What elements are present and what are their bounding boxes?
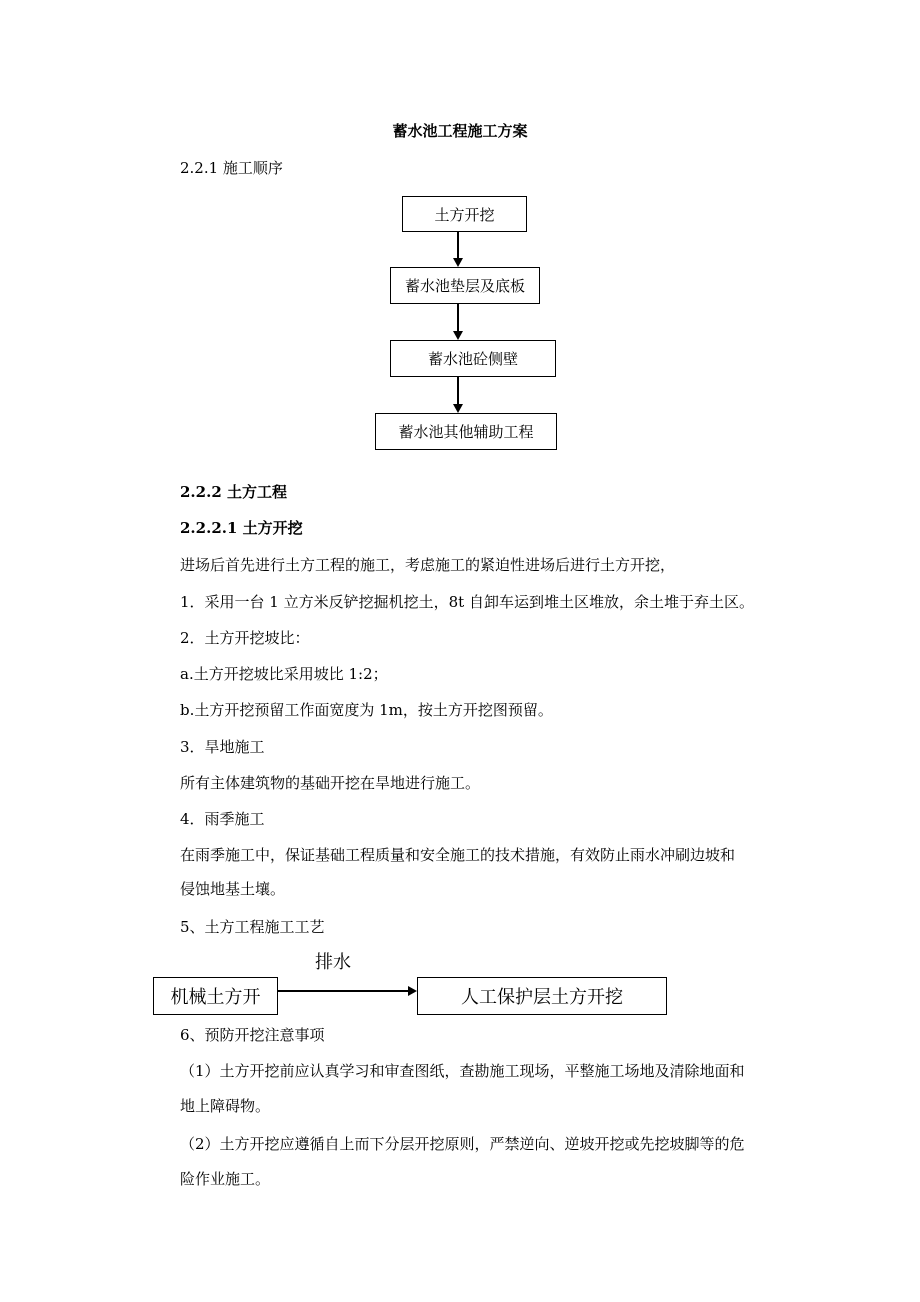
paragraph: 2．土方开挖坡比：: [180, 629, 310, 647]
paragraph: 侵蚀地基土壤。: [180, 880, 286, 898]
flow-arrowhead-1: [453, 258, 463, 267]
paragraph: b.土方开挖预留工作面宽度为 1m，按土方开挖图预留。: [180, 701, 553, 719]
paragraph: 进场后首先进行土方工程的施工，考虑施工的紧迫性进场后进行土方开挖，: [180, 556, 676, 574]
flow-arrowhead-3: [453, 404, 463, 413]
paragraph: 4．雨季施工: [180, 810, 265, 828]
paragraph: 所有主体建筑物的基础开挖在旱地进行施工。: [180, 774, 481, 792]
paragraph: 地上障碍物。: [180, 1097, 271, 1115]
paragraph: 1．采用一台 1 立方米反铲挖掘机挖土，8t 自卸车运到堆土区堆放，余土堆于弃土区。: [180, 593, 754, 611]
paragraph: 险作业施工。: [180, 1170, 271, 1188]
flow-step-3: 蓄水池砼侧壁: [390, 340, 556, 377]
flow-connector-3: [457, 377, 459, 405]
flow-step-1: 土方开挖: [402, 196, 527, 232]
process-arrowhead: [408, 986, 417, 996]
process-box-right: 人工保护层土方开挖: [417, 977, 667, 1015]
process-box-left: 机械土方开: [153, 977, 278, 1015]
paragraph: 3．旱地施工: [180, 738, 265, 756]
section-heading-2-2-2: 2.2.2 土方工程: [180, 483, 287, 501]
paragraph: a.土方开挖坡比采用坡比 1:2；: [180, 665, 388, 683]
page-title: 蓄水池工程施工方案: [392, 122, 528, 140]
process-arrow-label: 排水: [315, 952, 351, 973]
flow-step-2: 蓄水池垫层及底板: [390, 267, 540, 304]
paragraph: （2）土方开挖应遵循自上而下分层开挖原则，严禁逆向、逆坡开挖或先挖坡脚等的危: [180, 1135, 745, 1153]
paragraph: 5、土方工程施工工艺: [180, 918, 325, 936]
section-heading-2-2-2-1: 2.2.2.1 土方开挖: [180, 519, 303, 537]
flow-connector-1: [457, 232, 459, 259]
process-arrow-line: [278, 990, 409, 992]
section-heading-2-2-1: 2.2.1 施工顺序: [180, 159, 283, 177]
flow-connector-2: [457, 304, 459, 332]
paragraph: 在雨季施工中，保证基础工程质量和安全施工的技术措施，有效防止雨水冲刷边坡和: [180, 846, 736, 864]
paragraph: 6、预防开挖注意事项: [180, 1026, 325, 1044]
flow-arrowhead-2: [453, 331, 463, 340]
flow-step-4: 蓄水池其他辅助工程: [375, 413, 557, 450]
paragraph: （1）土方开挖前应认真学习和审查图纸，查勘施工现场，平整施工场地及清除地面和: [180, 1062, 745, 1080]
